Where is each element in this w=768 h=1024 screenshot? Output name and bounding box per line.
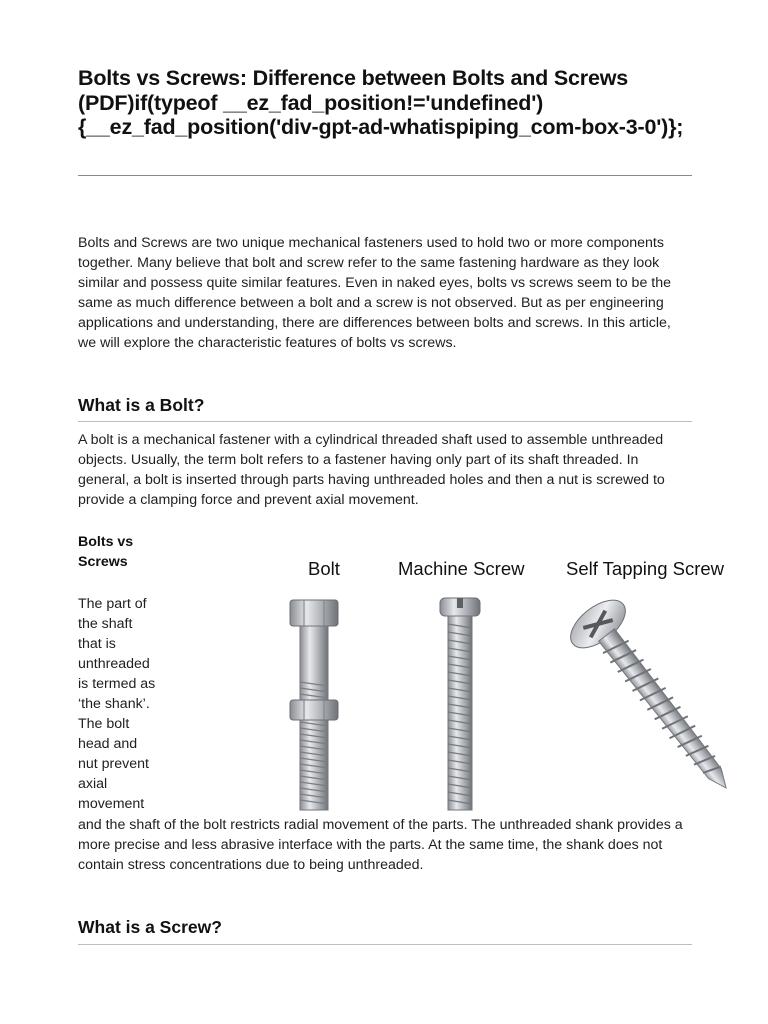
- self-tapping-screw-image: [562, 591, 751, 808]
- figure-label: Bolts vs Screws: [78, 534, 134, 570]
- section-divider-screw: [78, 944, 692, 945]
- bolt-image: [290, 600, 338, 810]
- caption-bolt: Bolt: [308, 558, 340, 579]
- machine-screw-image: [440, 598, 480, 810]
- caption-self-tapping-screw: Self Tapping Screw: [566, 558, 725, 579]
- shank-paragraph-narrow: The part of the shaft that is unthreaded is termed as ‘the shank’. The bolt head and nut prevent axial movement: [78, 596, 156, 812]
- caption-machine-screw: Machine Screw: [398, 558, 525, 579]
- heading-what-is-a-screw: What is a Screw?: [78, 917, 222, 937]
- section-divider: [78, 421, 692, 422]
- page-title: Bolts vs Screws: Difference between Bolts and Screws (PDF)if(typeof __ez_fad_position!='undefined'){__ez_fad_position('div-gpt-ad-whatispiping_com-box-3-0')};: [78, 66, 684, 139]
- intro-paragraph: Bolts and Screws are two unique mechanical fasteners used to hold two or more components together. Many believe that bolt and screw refer to the same fastening hardware as they look similar and possess quite similar features. Even in naked eyes, bolts vs screws seem to be the same as much difference between a bolt and a screw is not observed. But as per engineering applications and understanding, there are differences between bolts and screws. In this article, we will explore the characteristic features of bolts vs screws.: [78, 235, 671, 351]
- heading-what-is-a-bolt: What is a Bolt?: [78, 395, 205, 415]
- bolts-vs-screws-figure: [228, 552, 758, 814]
- fastener-illustration: [228, 552, 758, 814]
- title-divider: [78, 175, 692, 176]
- bolt-paragraph: A bolt is a mechanical fastener with a cylindrical threaded shaft used to assemble unthreaded objects. Usually, the term bolt refers to a fastener having only part of its shaft threaded. In general, a bolt is inserted through parts having unthreaded holes and then a nut is screwed to provide a clamping force and prevent axial movement.: [78, 432, 665, 508]
- shank-paragraph: and the shaft of the bolt restricts radial movement of the parts. The unthreaded shank provides a more precise and less abrasive interface with the parts. At the same time, the shank does not contain stress concentrations due to being unthreaded.: [78, 817, 683, 873]
